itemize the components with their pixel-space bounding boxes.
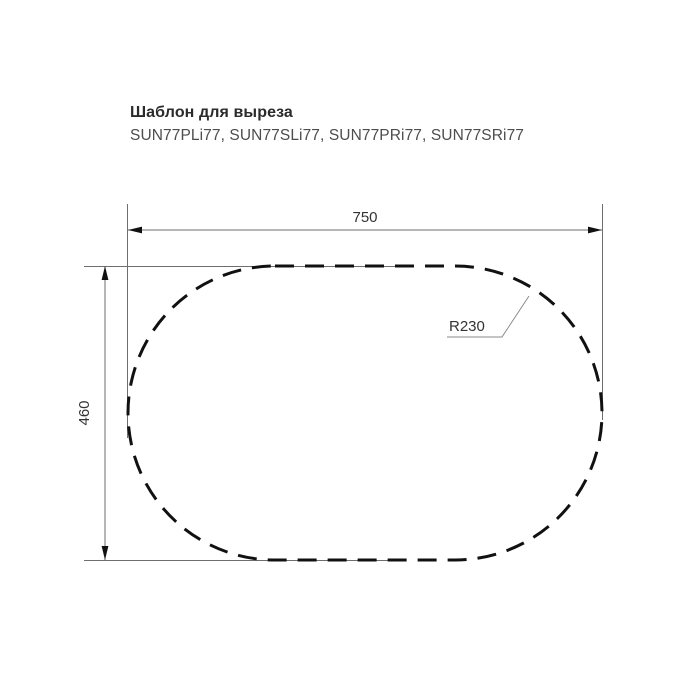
arrow-up-icon: [102, 266, 109, 280]
arrow-left-icon: [128, 227, 142, 234]
extension-lines: [84, 204, 603, 561]
radius-label: R230: [449, 318, 485, 335]
arrow-right-icon: [588, 227, 602, 234]
height-dimension: [76, 266, 108, 560]
model-list: SUN77PLi77, SUN77SLi77, SUN77PRi77, SUN77SRi77: [130, 127, 525, 144]
radius-callout: [447, 296, 529, 337]
page-title: Шаблон для выреза: [130, 104, 293, 121]
cutout-outline: [128, 266, 602, 560]
height-dimension-label: 460: [76, 400, 93, 426]
arrow-down-icon: [102, 546, 109, 560]
width-dimension: [128, 209, 602, 233]
width-dimension-label: 750: [352, 209, 378, 226]
